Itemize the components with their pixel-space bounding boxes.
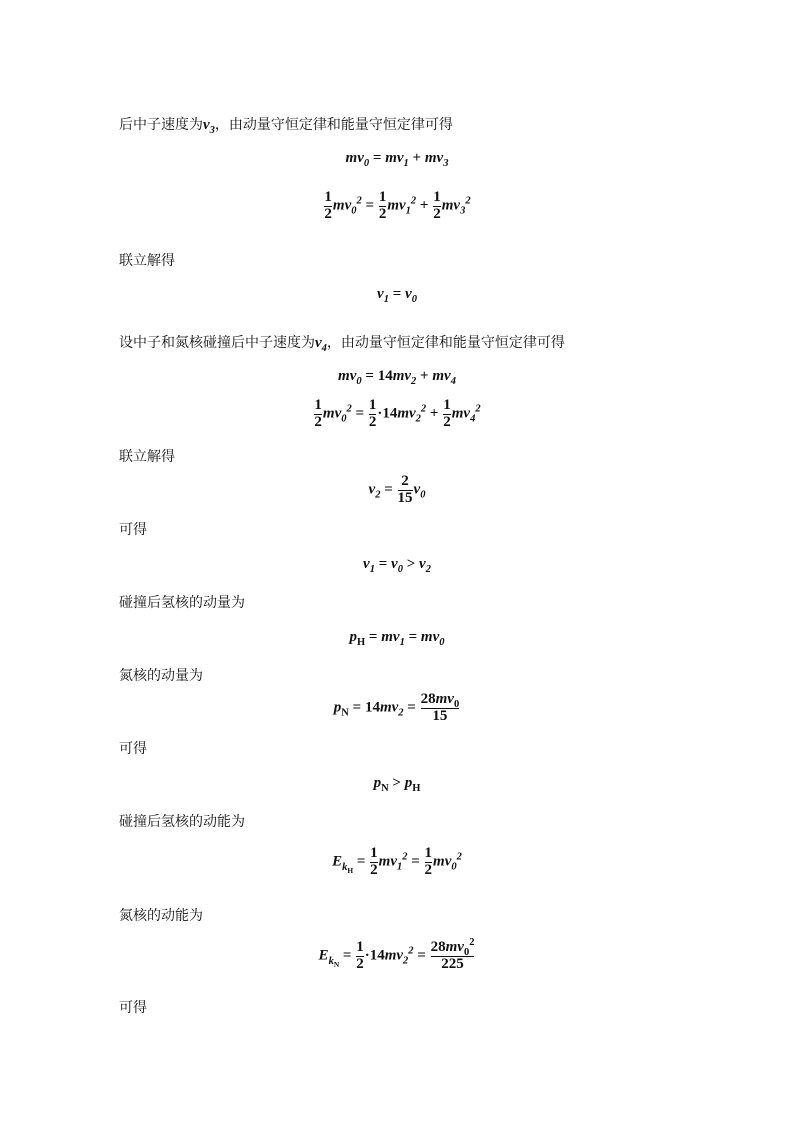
text-line-8: 可得	[119, 741, 147, 757]
inline-symbol-v4: $v_4$	[315, 335, 327, 354]
text-fragment: ，由动量守恒定律和能量守恒定律可得	[326, 335, 565, 351]
equation-momentum-nitrogen: $p_N = 14mv_2$ = $\frac{28mv_0}{15}$	[333, 691, 460, 724]
text-line-2: 联立解得	[119, 253, 175, 269]
text-line-9: 碰撞后氢核的动能为	[119, 814, 245, 830]
equation-compare-momentum: $p_N > p_H$	[373, 775, 421, 794]
equation-result-v1: $v_1 = v_0$	[377, 286, 417, 305]
equation-compare-velocity: $v_1 = v_0 > v_2$	[363, 556, 431, 575]
equation-kinetic-hydrogen: $E_{k_H}$ = $\frac{1}{2}$ $mv_1^2$ = $\frac{1}{2}$ $mv_0^2$	[332, 845, 462, 878]
text-line-5: 可得	[119, 522, 147, 538]
equation-momentum-hydrogen: $p_H = mv_1 = mv_0$	[349, 629, 445, 648]
text-line-7: 氮核的动量为	[119, 668, 203, 684]
equation-momentum-1: $mv_0 = mv_1 + mv_3$	[345, 150, 449, 169]
text-line-10: 氮核的动能为	[119, 908, 203, 924]
text-line-3	[119, 332, 565, 352]
text-fragment: 设中子和氮核碰撞后中子速度为	[119, 335, 315, 351]
inline-symbol-v3: $v_3$	[203, 117, 215, 136]
equation-result-v2: $v_2$ = $\frac{2}{15}$ $v_0$	[368, 473, 426, 506]
text-fragment: ，由动量守恒定律和能量守恒定律可得	[214, 117, 453, 133]
text-line-11: 可得	[119, 1000, 147, 1016]
equation-energy-1: $\frac{1}{2}$ $mv_0^2$ = $\frac{1}{2}$ $mv_1^2$ + $\frac{1}{2}$ $mv_3^2$	[324, 189, 471, 222]
text-line-4: 联立解得	[119, 449, 175, 465]
text-line-6: 碰撞后氢核的动量为	[119, 595, 245, 611]
equation-energy-2: $\frac{1}{2}$ $mv_0^2$ = $\frac{1}{2}$ $\cdot 14mv_2^2$ + $\frac{1}{2}$ $mv_4^2$	[314, 397, 481, 430]
text-fragment: 后中子速度为	[119, 117, 203, 133]
equation-momentum-2: $mv_0 = 14mv_2 + mv_4$	[338, 368, 456, 387]
equation-kinetic-nitrogen: $E_{k_N}$ = $\frac{1}{2}$ $\cdot 14mv_2^2$ = $\frac{28mv_0^2}{225}$	[318, 937, 475, 972]
text-line-1	[119, 114, 453, 134]
